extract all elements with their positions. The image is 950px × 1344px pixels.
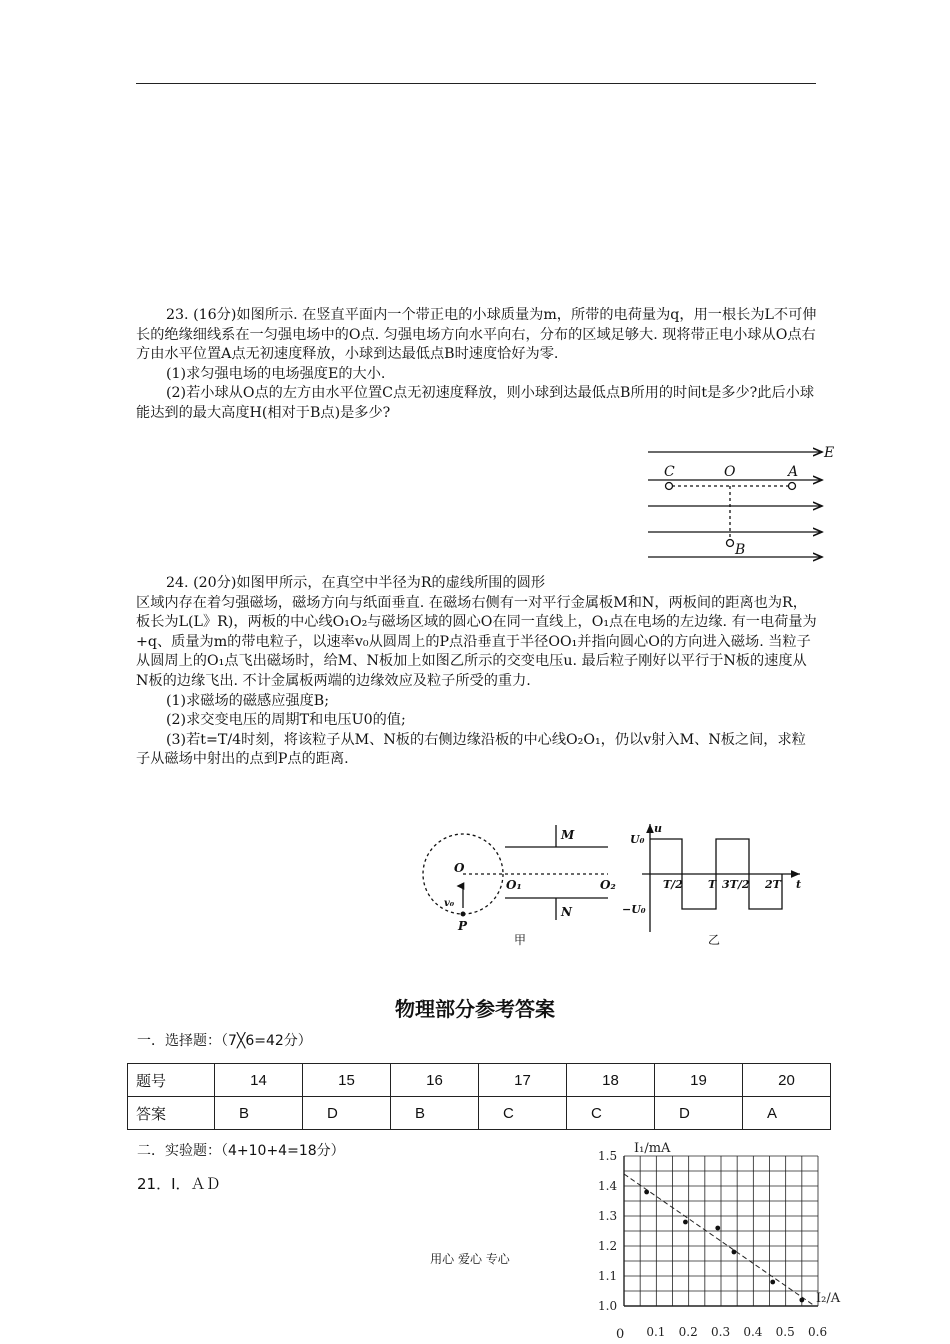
origin-label: 0: [616, 1327, 625, 1342]
ball-c: [666, 483, 673, 490]
data-point: [683, 1220, 688, 1225]
label-a: A: [788, 464, 799, 480]
q24-sub1: (1)求磁场的磁感应强度B;: [166, 692, 329, 709]
tick-t-half: T/2: [663, 878, 683, 891]
number-cell: 15: [303, 1064, 391, 1097]
table-row: [128, 1097, 831, 1130]
label-n: N: [561, 905, 572, 919]
number-cell: 17: [479, 1064, 567, 1097]
answer-cell: D: [655, 1097, 743, 1130]
answer-label-cell: 答案: [128, 1097, 215, 1130]
question-24: [136, 574, 818, 770]
label-o: O: [454, 861, 465, 875]
x-tick-label: 0.5: [775, 1325, 795, 1339]
x-tick-label: 0.4: [743, 1325, 763, 1339]
label-t-axis: t: [796, 878, 802, 891]
data-point: [770, 1280, 775, 1285]
question-23: [136, 306, 818, 424]
q23-text: 23. (16分)如图所示. 在竖直平面内一个带正电的小球质量为m，所带的电荷量为q，用一根长为L不可伸长的绝缘细线系在一匀强电场中的O点. 匀强电场方向水平向右，分布的区域足够大. 现将带正电小球从O点右方由水平位置A点无初速度释放，小球到达最低点B时速度恰好为零.: [136, 307, 817, 363]
i1-i2-graph: [580, 1136, 862, 1344]
number-cell: 14: [215, 1064, 303, 1097]
section-choice-heading: 一．选择题：（7╳6=42分）: [137, 1033, 312, 1049]
label-m: M: [561, 828, 575, 842]
x-tick-label: 0.2: [678, 1325, 698, 1339]
number-cell: 16: [391, 1064, 479, 1097]
label-b: B: [735, 542, 746, 558]
page-footer: 用心 爱心 专心: [430, 1252, 510, 1266]
q24-sub2: (2)求交变电压的周期T和电压U0的值;: [166, 712, 406, 729]
label-c: C: [664, 464, 675, 480]
ball-b: [727, 540, 734, 547]
answer-cell: A: [743, 1097, 831, 1130]
y-tick-label: 1.3: [598, 1209, 618, 1223]
q24-figure-yi: [622, 820, 812, 948]
q23-sub2: (2)若小球从O点的左方由水平位置C点无初速度释放，则小球到达最低点B所用的时间t是多少?此后小球能达到的最大高度H(相对于B点)是多少?: [136, 385, 815, 421]
label-o2: O₂: [600, 878, 616, 892]
tick-2t: 2T: [765, 878, 781, 891]
answer-cell: C: [567, 1097, 655, 1130]
answers-title: 物理部分参考答案: [395, 997, 555, 1021]
label-o: O: [724, 464, 736, 480]
y-tick-label: 1.2: [598, 1239, 618, 1253]
number-cell: 18: [567, 1064, 655, 1097]
y-axis-label: I₁/mA: [634, 1141, 671, 1156]
caption-jia: 甲: [514, 933, 527, 947]
fit-line: [624, 1174, 815, 1306]
number-cell: 20: [743, 1064, 831, 1097]
label-u: u: [654, 822, 662, 835]
label-e: E: [824, 445, 835, 461]
x-tick-label: 0.6: [808, 1325, 828, 1339]
header-label-cell: 题号: [128, 1064, 215, 1097]
table-row: [128, 1064, 831, 1097]
answer-cell: D: [303, 1097, 391, 1130]
x-tick-label: 0.1: [646, 1325, 666, 1339]
q24-body: 区域内存在着匀强磁场，磁场方向与纸面垂直. 在磁场右侧有一对平行金属板M和N，两板间的距离也为R，板长为L(L》R)，两板的中心线O₁O₂与磁场区域的圆心O在同一直线上，O₁点在电场的左边缘. 有一电荷量为+q、质量为m的带电粒子，以速率v₀从圆周上的P点沿垂直于半径OO₁并指向圆心O的方向进入磁场. 当粒子从圆周上的O₁点飞出磁场时，给M、N板加上如图乙所示的交变电压u. 最后粒子刚好以平行于N板的速度从N板的边缘飞出. 不计金属板两端的边缘效应及粒子所受的重力.: [136, 594, 817, 689]
graph-grid: [624, 1156, 818, 1306]
y-tick-label: 1.0: [598, 1299, 618, 1313]
q23-figure: [640, 442, 840, 562]
section-experiment-heading: 二．实验题：（4+10+4=18分）: [137, 1143, 345, 1159]
q24-sub3: (3)若t=T/4时刻，将该粒子从M、N板的右侧边缘沿板的中心线O₂O₁，仍以v射入M、N板之间，求粒子从磁场中射出的点到P点的距离.: [136, 731, 806, 768]
data-point: [715, 1226, 720, 1231]
answer-cell: B: [215, 1097, 303, 1130]
label-v0: v₀: [444, 898, 455, 909]
label-u0: U₀: [630, 833, 645, 846]
label-o1: O₁: [506, 878, 522, 892]
tick-t: T: [708, 878, 717, 891]
answer-table: [127, 1063, 831, 1130]
q24-intro: 24. (20分)如图甲所示，在真空中半径为R的虚线所围的圆形: [166, 575, 546, 591]
label-neg-u0: −U₀: [622, 903, 646, 916]
q24-figure-jia: [418, 820, 630, 948]
q21-answer: 21．Ⅰ．ＡＤ: [137, 1175, 221, 1193]
data-point: [644, 1190, 649, 1195]
point-p: [461, 912, 466, 917]
label-p: P: [458, 919, 468, 933]
tick-3t-half: 3T/2: [722, 878, 750, 891]
header-rule: [136, 83, 816, 84]
data-point: [799, 1298, 804, 1303]
y-tick-label: 1.4: [598, 1179, 618, 1193]
x-tick-label: 0.3: [711, 1325, 731, 1339]
answer-cell: C: [479, 1097, 567, 1130]
q23-sub1: (1)求匀强电场的电场强度E的大小.: [166, 365, 386, 382]
ball-a: [789, 483, 796, 490]
data-point: [732, 1250, 737, 1255]
answer-cell: B: [391, 1097, 479, 1130]
y-tick-label: 1.5: [598, 1149, 618, 1163]
number-cell: 19: [655, 1064, 743, 1097]
y-tick-label: 1.1: [598, 1269, 618, 1283]
caption-yi: 乙: [708, 933, 721, 947]
x-axis-label: I₂/A: [816, 1291, 841, 1306]
